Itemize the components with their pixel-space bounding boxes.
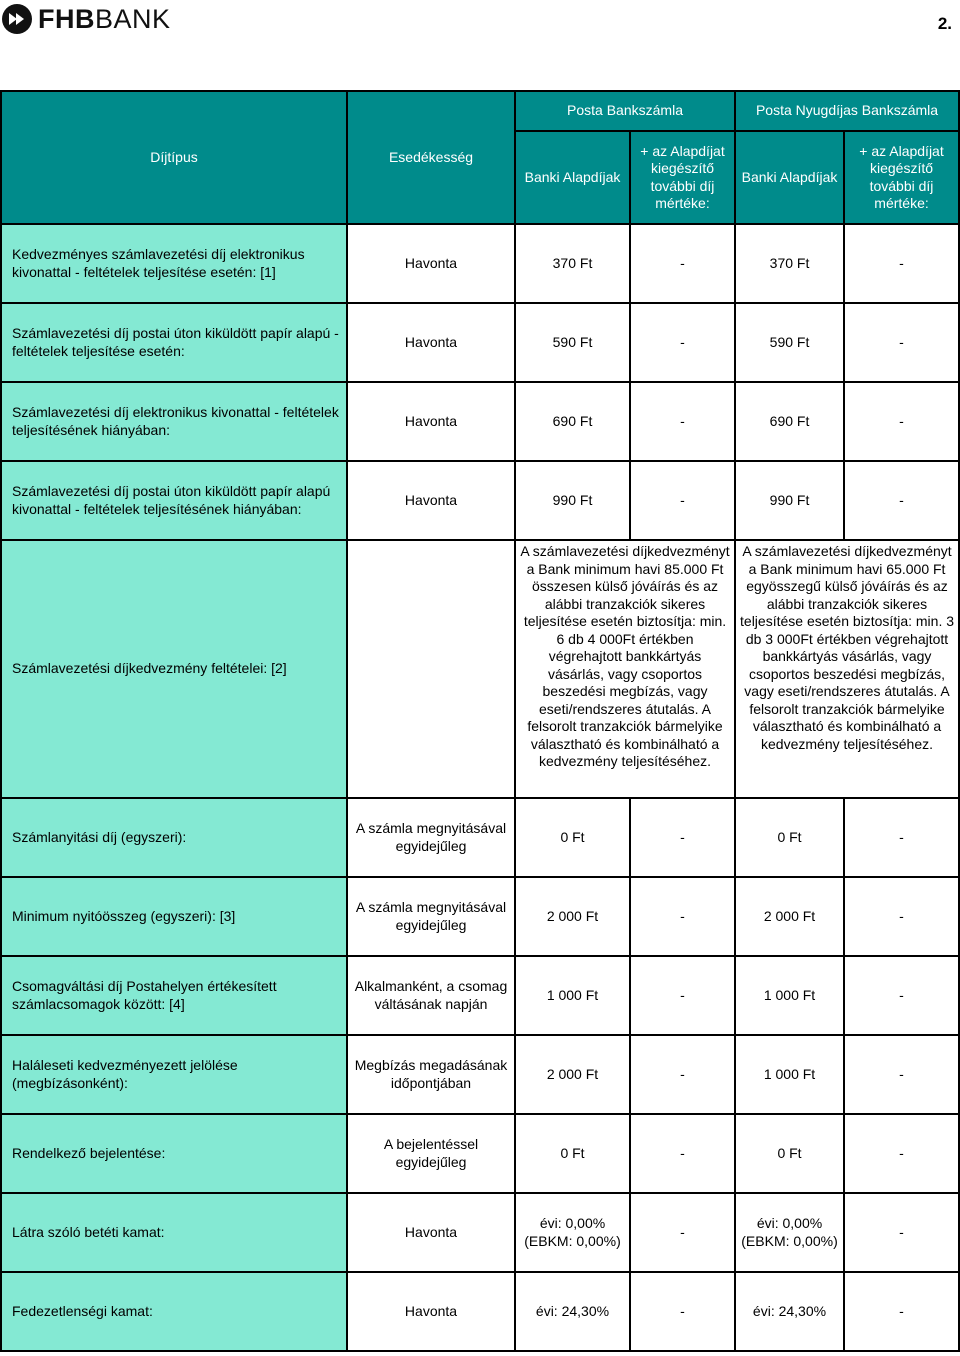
nyugdijas-supplement: -: [844, 1114, 959, 1193]
table-row: [1, 224, 959, 303]
posta-bank-fee: 2 000 Ft: [515, 1035, 630, 1114]
nyugdijas-supplement: -: [844, 303, 959, 382]
due-cell: Havonta: [347, 224, 515, 303]
table-row: [1, 382, 959, 461]
posta-bank-fee: 590 Ft: [515, 303, 630, 382]
fee-type-label: Számlavezetési díj postai úton kiküldött papír alapú - feltételek teljesítése esetén:: [1, 303, 347, 382]
table-row: [1, 877, 959, 956]
conditions-due: [347, 540, 515, 798]
nyugdijas-bank-fee: évi: 0,00% (EBKM: 0,00%): [735, 1193, 844, 1272]
fee-type-label: Haláleseti kedvezményezett jelölése (megbízásonként):: [1, 1035, 347, 1114]
due-cell: Megbízás megadásának időpontjában: [347, 1035, 515, 1114]
fee-table: [0, 90, 960, 1352]
nyugdijas-bank-fee: 990 Ft: [735, 461, 844, 540]
page-number: 2.: [937, 14, 952, 33]
nyugdijas-supplement: -: [844, 224, 959, 303]
due-cell: Havonta: [347, 382, 515, 461]
nyugdijas-bank-fee: 370 Ft: [735, 224, 844, 303]
posta-supplement: -: [630, 303, 735, 382]
nyugdijas-supplement: -: [844, 1272, 959, 1351]
nyugdijas-bank-fee: 690 Ft: [735, 382, 844, 461]
posta-bank-fee: 370 Ft: [515, 224, 630, 303]
posta-supplement: -: [630, 1035, 735, 1114]
due-cell: Havonta: [347, 303, 515, 382]
due-cell: Havonta: [347, 1193, 515, 1272]
posta-supplement: -: [630, 461, 735, 540]
col-header-fee-type: Díjtípus: [1, 91, 347, 224]
header-row-1: [1, 91, 959, 131]
posta-supplement: -: [630, 224, 735, 303]
fee-type-label: Számlavezetési díj elektronikus kivonattal - feltételek teljesítésének hiányában:: [1, 382, 347, 461]
conditions-posta: A számlavezetési díjkedvezményt a Bank minimum havi 85.000 Ft összesen külső jóváírás és az alábbi tranzakciók sikeres teljesítése esetén biztosítja: min. 6 db 4 000Ft értékben végrehajtott bankkártyás vásárlás, vagy csoportos beszedési megbízás, vagy eseti/rendszeres átutalás. A felsorolt tranzakciók bármelyike választható és kombinálható a kedvezmény teljesítéséhez.: [515, 540, 735, 798]
nyugdijas-supplement: -: [844, 877, 959, 956]
posta-bank-fee: évi: 24,30%: [515, 1272, 630, 1351]
posta-bank-fee: 0 Ft: [515, 1114, 630, 1193]
posta-bank-fee: 690 Ft: [515, 382, 630, 461]
col-header-posta-bank-fees: Banki Alapdíjak: [515, 131, 630, 224]
nyugdijas-supplement: -: [844, 461, 959, 540]
table-row: [1, 798, 959, 877]
due-cell: Havonta: [347, 461, 515, 540]
conditions-row: [1, 540, 959, 798]
nyugdijas-supplement: -: [844, 956, 959, 1035]
posta-bank-fee: 0 Ft: [515, 798, 630, 877]
conditions-label: Számlavezetési díjkedvezmény feltételei: [2]: [1, 540, 347, 798]
col-header-due: Esedékesség: [347, 91, 515, 224]
nyugdijas-bank-fee: 1 000 Ft: [735, 1035, 844, 1114]
posta-supplement: -: [630, 798, 735, 877]
nyugdijas-bank-fee: 0 Ft: [735, 798, 844, 877]
posta-supplement: -: [630, 956, 735, 1035]
due-cell: A számla megnyitásával egyidejűleg: [347, 877, 515, 956]
table-row: [1, 1035, 959, 1114]
posta-supplement: -: [630, 877, 735, 956]
fee-type-label: Látra szóló betéti kamat:: [1, 1193, 347, 1272]
fee-type-label: Minimum nyitóösszeg (egyszeri): [3]: [1, 877, 347, 956]
nyugdijas-bank-fee: 2 000 Ft: [735, 877, 844, 956]
nyugdijas-supplement: -: [844, 1193, 959, 1272]
fee-type-label: Számlanyitási díj (egyszeri):: [1, 798, 347, 877]
due-cell: Alkalmanként, a csomag váltásának napján: [347, 956, 515, 1035]
logo-text: FHBBANK: [38, 4, 171, 34]
nyugdijas-supplement: -: [844, 798, 959, 877]
table-row: [1, 1114, 959, 1193]
col-header-nyugdijas-supplement: + az Alapdíjat kiegészítő további díj mértéke:: [844, 131, 959, 224]
nyugdijas-bank-fee: évi: 24,30%: [735, 1272, 844, 1351]
posta-bank-fee: 990 Ft: [515, 461, 630, 540]
nyugdijas-supplement: -: [844, 382, 959, 461]
col-group-nyugdijas: Posta Nyugdíjas Bankszámla: [735, 91, 959, 131]
fee-type-label: Számlavezetési díj postai úton kiküldött papír alapú kivonattal - feltételek teljesítésének hiányában:: [1, 461, 347, 540]
posta-supplement: -: [630, 1193, 735, 1272]
fhb-bank-logo: [2, 4, 171, 34]
nyugdijas-bank-fee: 0 Ft: [735, 1114, 844, 1193]
fhb-logo-icon: [2, 4, 32, 34]
due-cell: A számla megnyitásával egyidejűleg: [347, 798, 515, 877]
posta-supplement: -: [630, 382, 735, 461]
table-row: [1, 956, 959, 1035]
table-row: [1, 461, 959, 540]
col-header-nyugdijas-bank-fees: Banki Alapdíjak: [735, 131, 844, 224]
fee-type-label: Csomagváltási díj Postahelyen értékesített számlacsomagok között: [4]: [1, 956, 347, 1035]
posta-bank-fee: évi: 0,00% (EBKM: 0,00%): [515, 1193, 630, 1272]
col-group-posta: Posta Bankszámla: [515, 91, 735, 131]
posta-supplement: -: [630, 1114, 735, 1193]
col-header-posta-supplement: + az Alapdíjat kiegészítő további díj mértéke:: [630, 131, 735, 224]
fee-type-label: Fedezetlenségi kamat:: [1, 1272, 347, 1351]
posta-bank-fee: 1 000 Ft: [515, 956, 630, 1035]
due-cell: Havonta: [347, 1272, 515, 1351]
posta-supplement: -: [630, 1272, 735, 1351]
conditions-nyugdijas: A számlavezetési díjkedvezményt a Bank minimum havi 65.000 Ft egyösszegű külső jóváírás és az alábbi tranzakciók sikeres teljesítése esetén biztosítja: min. 3 db 3 000Ft értékben végrehajtott bankkártyás vásárlás, vagy csoportos beszedési megbízás, vagy eseti/rendszeres átutalás. A felsorolt tranzakciók bármelyike választható és kombinálható a kedvezmény teljesítéséhez.: [735, 540, 959, 798]
posta-bank-fee: 2 000 Ft: [515, 877, 630, 956]
table-row: [1, 1272, 959, 1351]
fee-type-label: Rendelkező bejelentése:: [1, 1114, 347, 1193]
nyugdijas-supplement: -: [844, 1035, 959, 1114]
fee-type-label: Kedvezményes számlavezetési díj elektronikus kivonattal - feltételek teljesítése esetén: [1]: [1, 224, 347, 303]
nyugdijas-bank-fee: 590 Ft: [735, 303, 844, 382]
table-row: [1, 1193, 959, 1272]
nyugdijas-bank-fee: 1 000 Ft: [735, 956, 844, 1035]
due-cell: A bejelentéssel egyidejűleg: [347, 1114, 515, 1193]
table-row: [1, 303, 959, 382]
